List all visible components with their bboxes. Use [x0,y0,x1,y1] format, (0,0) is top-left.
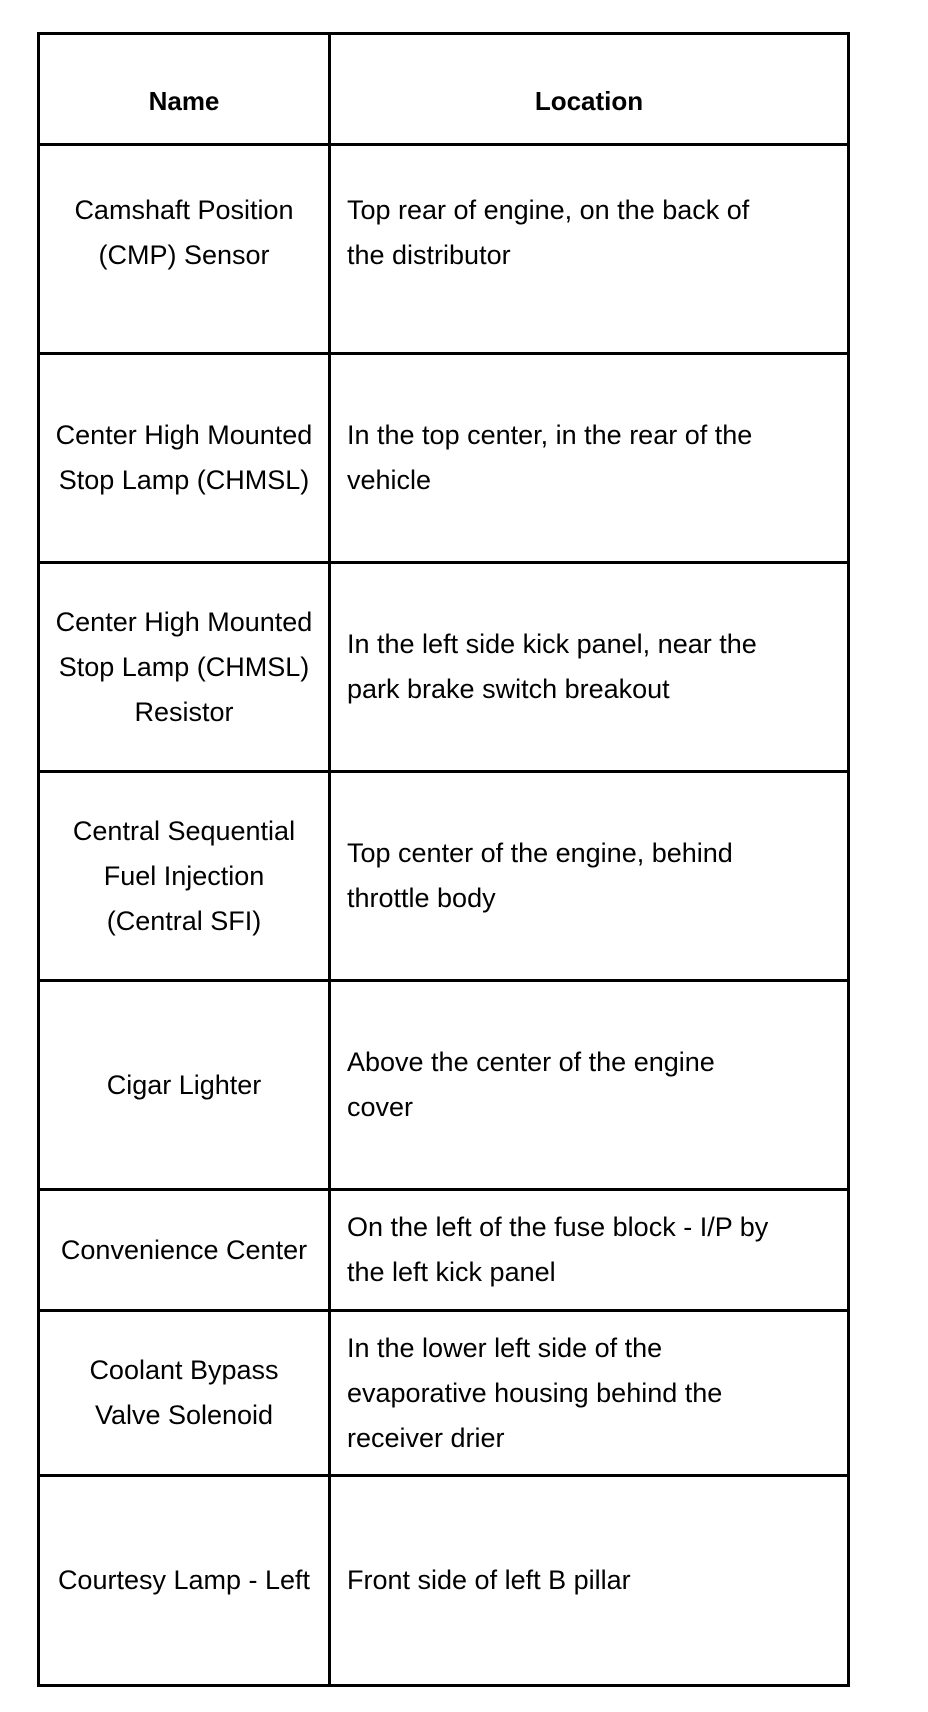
header-name: Name [39,34,330,145]
header-row [39,34,849,145]
component-name: Convenience Center [39,1190,330,1311]
component-name-text: Camshaft Position (CMP) Sensor [74,195,294,270]
component-location: In the top center, in the rear of the vehicle [330,354,849,563]
component-name: Center High Mounted Stop Lamp (CHMSL) Resistor [39,563,330,772]
table-row [39,145,849,354]
component-name: Courtesy Lamp - Left [39,1476,330,1686]
component-location-text: Top rear of engine, on the back of the distributor [347,195,750,270]
table-row [39,354,849,563]
component-location: Front side of left B pillar [330,1476,849,1686]
component-location: Top center of the engine, behind throttle body [330,772,849,981]
component-name [39,145,330,354]
component-name: Center High Mounted Stop Lamp (CHMSL) [39,354,330,563]
component-location: In the lower left side of the evaporative housing behind the receiver drier [330,1311,849,1476]
header-location: Location [330,34,849,145]
component-name: Cigar Lighter [39,981,330,1190]
component-name: Coolant Bypass Valve Solenoid [39,1311,330,1476]
table-row [39,981,849,1190]
table-row [39,1311,849,1476]
component-location-table [37,32,850,1687]
component-name: Central Sequential Fuel Injection (Central SFI) [39,772,330,981]
component-location: On the left of the fuse block - I/P by the left kick panel [330,1190,849,1311]
table-row [39,563,849,772]
table-row [39,1190,849,1311]
component-location: In the left side kick panel, near the park brake switch breakout [330,563,849,772]
component-location [330,145,849,354]
table-row [39,1476,849,1686]
table-row [39,772,849,981]
component-location: Above the center of the engine cover [330,981,849,1190]
